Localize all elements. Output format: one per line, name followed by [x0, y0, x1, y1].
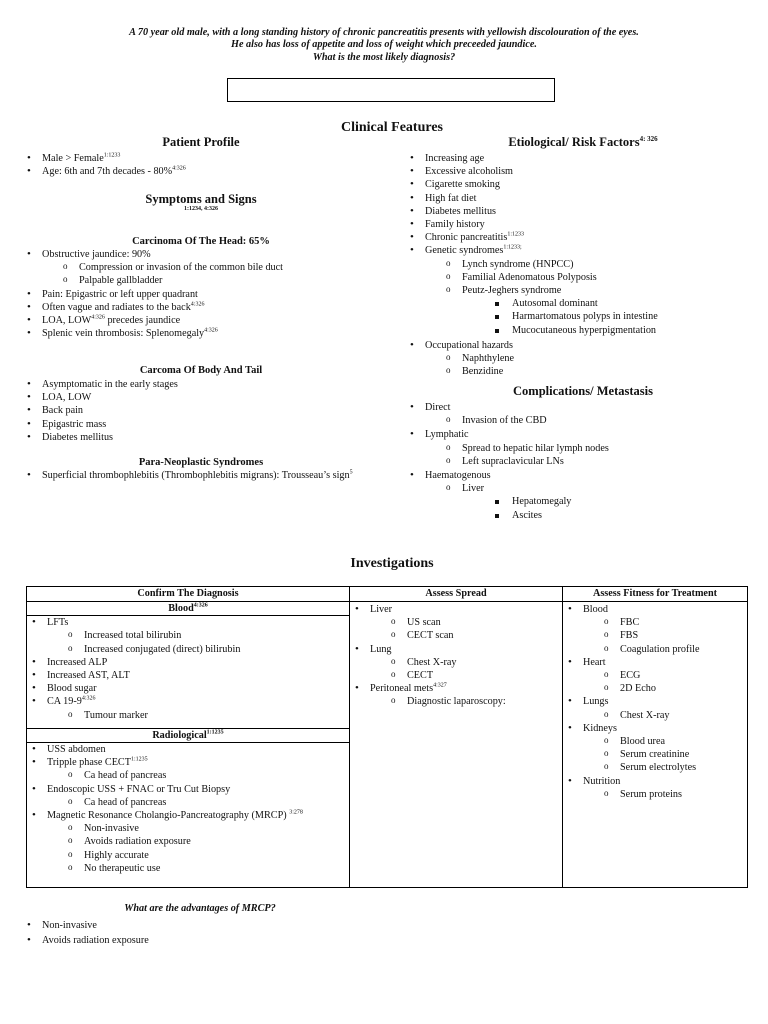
list-item: o Lynch syndrome (HNPCC) [446, 258, 759, 271]
list-item: o Increased total bilirubin [68, 629, 349, 642]
paraneoplastic-title: Para-Neoplastic Syndromes [138, 457, 264, 468]
mrcp-advantages-list [26, 918, 426, 948]
list-item: o 2D Echo [604, 682, 747, 695]
list-item: o Chest X-ray [391, 656, 562, 669]
list-item: • Kidneys o Blood urea o Serum creatinine o Serum electrolytes [567, 722, 747, 775]
list-item: o Familial Adenomatous Polyposis [446, 271, 759, 284]
list-item: • Non-invasive [26, 918, 426, 933]
list-item: • Lung o Chest X-ray o CECT [354, 643, 562, 683]
list-item: Hepatomegaly [495, 495, 759, 508]
list-item: • Nutrition o Serum proteins [567, 775, 747, 801]
list-item: • Obstructive jaundice: 90% o Compression or invasion of the common bile duct o Palpable gallbladder [26, 248, 376, 288]
list-item: • Age: 6th and 7th decades - 80%$^{4:326}$ [26, 165, 376, 178]
header-confirm-diagnosis: Confirm The Diagnosis [27, 587, 350, 602]
list-item: o Tumour marker [68, 709, 349, 722]
list-item: Harmartomatous polyps in intestine [495, 310, 759, 323]
list-item: o Liver Hepatomegaly Ascites [446, 482, 759, 522]
list-item: o Blood urea [604, 735, 747, 748]
list-item: o Left supraclavicular LNs [446, 455, 759, 468]
complications-list [409, 401, 759, 522]
list-item: • Increased AST, ALT [31, 669, 349, 682]
list-item: • Blood o FBC o FBS o Coagulation profile [567, 603, 747, 656]
list-item: • LOA, LOW [26, 391, 376, 404]
list-item: • Often vague and radiates to the back$^{4:326}$ [26, 301, 376, 314]
list-item: • Endoscopic USS + FNAC or Tru Cut Biopsy o Ca head of pancreas [31, 783, 349, 809]
list-item: o Serum electrolytes [604, 761, 747, 774]
spread-list [354, 603, 562, 709]
list-item: • Genetic syndromes$^{1:1233;}$ o Lynch syndrome (HNPCC) o Familial Adenomatous Polyposis o Peutz-Jeghers syndrome Autosomal dominant Harmartomatous polyps in intestine Mucocutaneous hyperpigmentation [409, 244, 759, 336]
list-item: • Superficial thrombophlebitis (Thrombophlebitis migrans): Trousseau’s sign$^5$ [26, 469, 366, 482]
investigations-title: Investigations [350, 556, 434, 571]
fitness-list [567, 603, 747, 801]
list-item: • High fat diet [409, 192, 759, 205]
list-item: • Lungs o Chest X-ray [567, 695, 747, 721]
list-item: o No therapeutic use [68, 862, 349, 875]
header-assess-spread: Assess Spread [350, 587, 563, 602]
list-item: o Naphthylene [446, 352, 759, 365]
list-item: • CA 19-9$^{4:326}$ o Tumour marker [31, 695, 349, 721]
list-item: o CECT [391, 669, 562, 682]
patient-profile-title: Patient Profile [162, 135, 240, 149]
list-item: o FBS [604, 629, 747, 642]
symptoms-signs-title: Symptoms and Signs [145, 192, 257, 206]
investigations-table [26, 586, 748, 888]
body-tail-list [26, 378, 376, 444]
list-item: Mucocutaneous hyperpigmentation [495, 324, 759, 337]
clinical-features-title: Clinical Features [340, 120, 443, 135]
list-item: • Splenic vein thrombosis: Splenomegaly$^{4:326}$ [26, 327, 376, 340]
mrcp-question: What are the advantages of MRCP? [124, 903, 276, 914]
list-item: o ECG [604, 669, 747, 682]
list-item: • Heart o ECG o 2D Echo [567, 656, 747, 696]
list-item: o Avoids radiation exposure [68, 835, 349, 848]
list-item: o FBC [604, 616, 747, 629]
list-item: Ascites [495, 509, 759, 522]
list-item: • Peritoneal mets$^{4:327}$ o Diagnostic laparoscopy: [354, 682, 562, 708]
list-item: • Pain: Epigastric or left upper quadrant [26, 288, 376, 301]
list-item: • Excessive alcoholism [409, 165, 759, 178]
list-item: o Serum proteins [604, 788, 747, 801]
radiological-subheader: Radiological$^{1:1235}$ [27, 728, 349, 743]
list-item: • Asymptomatic in the early stages [26, 378, 376, 391]
list-item: o CECT scan [391, 629, 562, 642]
answer-box[interactable] [227, 78, 555, 102]
blood-subheader: Blood$^{4:326}$ [27, 602, 349, 616]
etiology-title: Etiological/ Risk Factors$^{4: 326}$ [508, 134, 658, 149]
question-line-3: What is the most likely diagnosis? [312, 52, 456, 63]
list-item: o Invasion of the CBD [446, 414, 759, 427]
list-item: • Occupational hazards o Naphthylene o Benzidine [409, 339, 759, 379]
symptoms-signs-ref: 1:1234, 4:326 [184, 206, 218, 212]
list-item: Autosomal dominant [495, 297, 759, 310]
list-item: • Tripple phase CECT$^{1:1235}$ o Ca head of pancreas [31, 756, 349, 782]
list-item: • Magnetic Resonance Cholangio-Pancreatography (MRCP) $^{3:278}$ o Non-invasive o Avoids radiation exposure o Highly accurate o No therapeutic use [31, 809, 349, 875]
question-line-1: A 70 year old male, with a long standing history of chronic pancreatitis presents with yellowish discolouration of the eyes. [129, 27, 639, 38]
list-item: o Compression or invasion of the common bile duct [63, 261, 376, 274]
list-item: • Epigastric mass [26, 418, 376, 431]
list-item: • LFTs o Increased total bilirubin o Increased conjugated (direct) bilirubin [31, 616, 349, 656]
list-item: o Diagnostic laparoscopy: [391, 695, 562, 708]
body-tail-title: Carcoma Of Body And Tail [139, 365, 263, 376]
list-item: • Increasing age [409, 152, 759, 165]
list-item: • Diabetes mellitus [409, 205, 759, 218]
list-item: • Direct o Invasion of the CBD [409, 401, 759, 427]
question-line-2: He also has loss of appetite and loss of weight which preceeded jaundice. [231, 39, 537, 50]
list-item: • Avoids radiation exposure [26, 933, 426, 948]
list-item: • Lymphatic o Spread to hepatic hilar lymph nodes o Left supraclavicular LNs [409, 428, 759, 468]
list-item: o US scan [391, 616, 562, 629]
list-item: • Diabetes mellitus [26, 431, 376, 444]
blood-list [31, 616, 349, 722]
list-item: o Non-invasive [68, 822, 349, 835]
header-assess-fitness: Assess Fitness for Treatment [563, 587, 748, 602]
head-carcinoma-list [26, 248, 376, 340]
list-item: o Serum creatinine [604, 748, 747, 761]
list-item: • Cigarette smoking [409, 178, 759, 191]
list-item: • USS abdomen [31, 743, 349, 756]
list-item: o Chest X-ray [604, 709, 747, 722]
list-item: • Male > Female$^{1:1233}$ [26, 152, 376, 165]
list-item: o Increased conjugated (direct) bilirubin [68, 643, 349, 656]
list-item: • Liver o US scan o CECT scan [354, 603, 562, 643]
assess-spread-cell [350, 602, 563, 888]
list-item: • LOA, LOW$^{4:326}$ precedes jaundice [26, 314, 376, 327]
list-item: o Peutz-Jeghers syndrome Autosomal dominant Harmartomatous polyps in intestine Mucocutaneous hyperpigmentation [446, 284, 759, 337]
head-carcinoma-title: Carcinoma Of The Head: 65% [132, 236, 270, 247]
paraneoplastic-list [26, 469, 366, 482]
list-item: • Haematogenous o Liver Hepatomegaly Ascites [409, 469, 759, 522]
list-item: • Family history [409, 218, 759, 231]
list-item: • Increased ALP [31, 656, 349, 669]
list-item: o Ca head of pancreas [68, 769, 349, 782]
list-item: o Coagulation profile [604, 643, 747, 656]
list-item: • Blood sugar [31, 682, 349, 695]
list-item: o Highly accurate [68, 849, 349, 862]
list-item: o Benzidine [446, 365, 759, 378]
list-item: o Spread to hepatic hilar lymph nodes [446, 442, 759, 455]
list-item: o Ca head of pancreas [68, 796, 349, 809]
list-item: • Back pain [26, 404, 376, 417]
complications-title: Complications/ Metastasis [513, 384, 653, 398]
list-item: • Chronic pancreatitis$^{1:1233}$ [409, 231, 759, 244]
radiological-list [31, 743, 349, 875]
patient-profile-list [26, 152, 376, 178]
list-item: o Palpable gallbladder [63, 274, 376, 287]
etiology-list [409, 152, 759, 378]
assess-fitness-cell [563, 602, 748, 888]
confirm-diagnosis-cell [27, 602, 350, 888]
